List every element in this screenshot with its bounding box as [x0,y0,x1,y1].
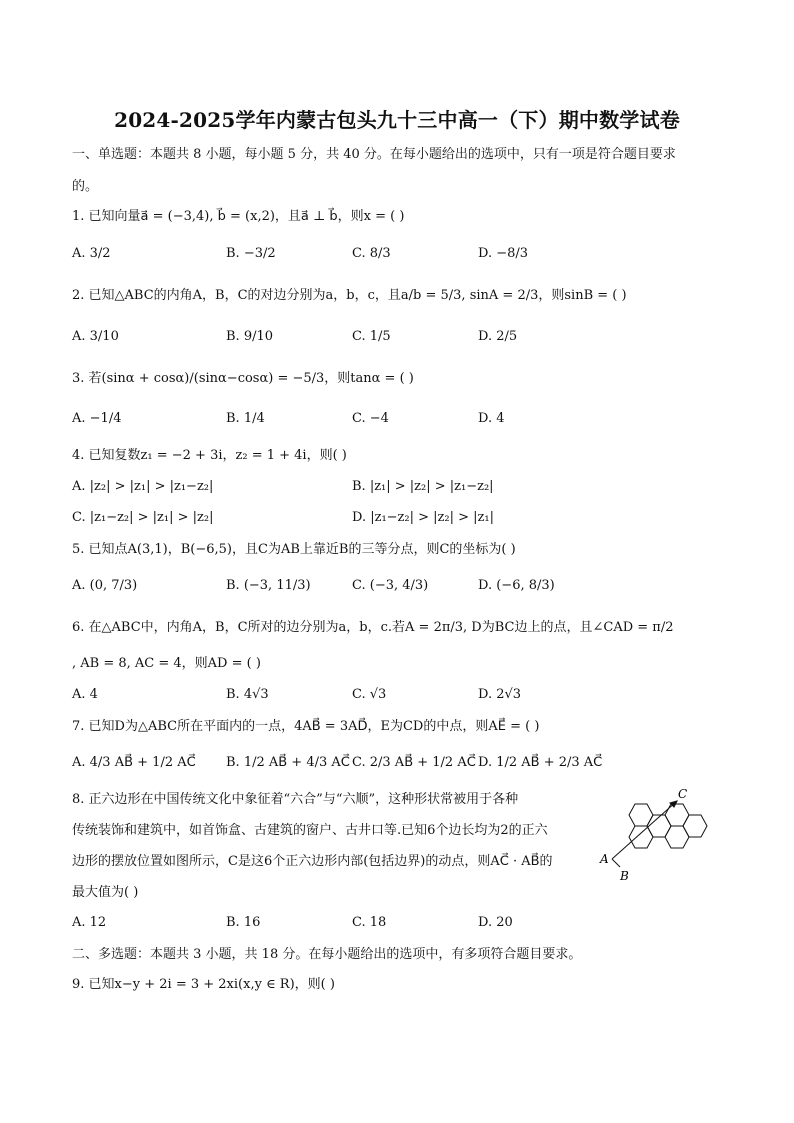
q8-option-b[interactable]: B. 16 [226,915,261,930]
q1-stem: 1. 已知向量a⃗ = (−3,4), b⃗ = (x,2)，且a⃗ ⊥ b⃗，则x = ( ) [72,209,405,224]
q2-option-c[interactable]: C. 1/5 [352,329,391,344]
section1-header: 一、单选题：本题共 8 小题，每小题 5 分，共 40 分。在每小题给出的选项中，只有一项是符合题目要求 [72,147,676,162]
figure-label-b: B [620,869,629,881]
q8-stem-cont3: 最大值为( ) [72,885,139,900]
q6-option-c[interactable]: C. √3 [352,687,387,702]
q8-option-d[interactable]: D. 20 [478,915,513,930]
exam-title: 2024-2025学年内蒙古包头九十三中高一（下）期中数学试卷 [114,108,680,132]
q4-option-b[interactable]: B. |z₁| > |z₂| > |z₁−z₂| [352,479,494,494]
q6-option-d[interactable]: D. 2√3 [478,687,522,702]
q4-stem: 4. 已知复数z₁ = −2 + 3i，z₂ = 1 + 4i，则( ) [72,448,347,463]
figure-label-a: A [600,852,609,866]
q1-option-a[interactable]: A. 3/2 [72,246,111,261]
section1-header-cont: 的。 [72,179,99,194]
q6-option-a[interactable]: A. 4 [72,687,98,702]
section2-header: 二、多选题：本题共 3 小题，共 18 分。在每小题给出的选项中，有多项符合题目要求。 [72,947,582,962]
q3-option-a[interactable]: A. −1/4 [72,411,122,426]
q2-stem: 2. 已知△ABC的内角A，B，C的对边分别为a，b，c，且a/b = 5/3, sinA = 2/3，则sinB = ( ) [72,288,627,303]
q7-option-a[interactable]: A. 4/3 AB⃗ + 1/2 AC⃗ [72,755,196,770]
q4-option-c[interactable]: C. |z₁−z₂| > |z₁| > |z₂| [72,510,214,525]
figure-label-c: C [678,787,688,801]
q8-option-a[interactable]: A. 12 [72,915,107,930]
q7-option-c[interactable]: C. 2/3 AB⃗ + 1/2 AC⃗ [352,755,476,770]
q8-stem-cont1: 传统装饰和建筑中，如首饰盒、古建筑的窗户、古井口等.已知6个边长均为2的正六 [72,823,548,838]
q1-option-d[interactable]: D. −8/3 [478,246,529,261]
q1-option-b[interactable]: B. −3/2 [226,246,276,261]
q3-option-c[interactable]: C. −4 [352,411,389,426]
q5-option-a[interactable]: A. (0, 7/3) [72,578,138,593]
q2-option-d[interactable]: D. 2/5 [478,329,518,344]
q6-option-b[interactable]: B. 4√3 [226,687,269,702]
q3-option-d[interactable]: D. 4 [478,411,505,426]
q8-stem: 8. 正六边形在中国传统文化中象征着“六合”与“六顺”，这种形状常被用于各种 [72,792,519,807]
q4-option-a[interactable]: A. |z₂| > |z₁| > |z₁−z₂| [72,479,214,494]
q3-stem: 3. 若(sinα + cosα)/(sinα−cosα) = −5/3，则tanα = ( ) [72,371,414,386]
q5-stem: 5. 已知点A(3,1)，B(−6,5)，且C为AB上靠近B的三等分点，则C的坐标为( ) [72,542,516,557]
q5-option-b[interactable]: B. (−3, 11/3) [226,578,311,593]
q6-stem: 6. 在△ABC中，内角A，B，C所对的边分别为a，b，c.若A = 2π/3, D为BC边上的点，且∠CAD = π/2 [72,620,674,635]
q2-option-a[interactable]: A. 3/10 [72,329,119,344]
q9-stem: 9. 已知x−y + 2i = 3 + 2xi(x,y ∈ R)，则( ) [72,977,335,992]
q8-stem-cont2: 边形的摆放位置如图所示，C是这6个正六边形内部(包括边界)的动点，则AC⃗ · AB⃗的 [72,854,553,869]
q2-option-b[interactable]: B. 9/10 [226,329,274,344]
q7-option-b[interactable]: B. 1/2 AB⃗ + 4/3 AC⃗ [226,755,350,770]
q5-option-d[interactable]: D. (−6, 8/3) [478,578,555,593]
q1-option-c[interactable]: C. 8/3 [352,246,391,261]
q5-option-c[interactable]: C. (−3, 4/3) [352,578,429,593]
q3-option-b[interactable]: B. 1/4 [226,411,265,426]
q6-stem-cont: , AB = 8, AC = 4，则AD = ( ) [72,656,261,671]
q8-option-c[interactable]: C. 18 [352,915,387,930]
hexagon-figure [598,785,722,881]
q7-option-d[interactable]: D. 1/2 AB⃗ + 2/3 AC⃗ [478,755,603,770]
q4-option-d[interactable]: D. |z₁−z₂| > |z₂| > |z₁| [352,510,494,525]
q7-stem: 7. 已知D为△ABC所在平面内的一点，4AB⃗ = 3AD⃗，E为CD的中点，则AE⃗ = ( ) [72,719,540,734]
